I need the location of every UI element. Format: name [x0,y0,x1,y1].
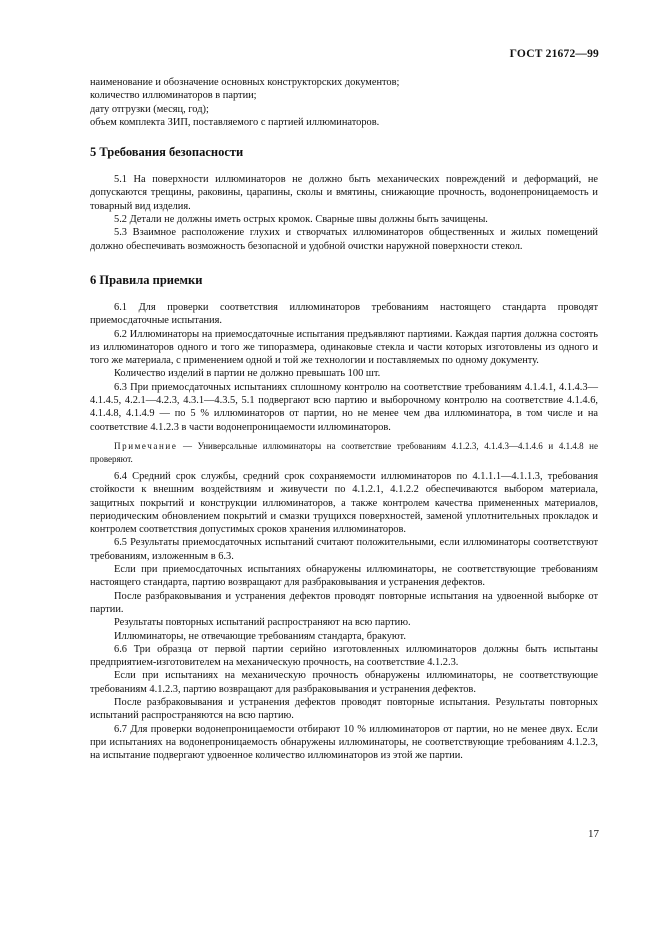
note [90,440,598,466]
note-label: Примечание [114,440,178,451]
paragraph-6-5-results: Результаты повторных испытаний распространяют на всю партию. [114,617,411,629]
paragraph-6-5-reject: Иллюминаторы, не отвечающие требованиям стандарта, бракуют. [114,630,406,642]
list-item: наименование и обозначение основных конструкторских документов; [90,77,400,88]
paragraph-6-7: 6.7 Для проверки водонепроницаемости отбирают 10 % иллюминаторов от партии, но не менее двух. Если при испытаниях на водонепроницаемость обнаружены иллюминаторы, не соответствующие требованиям 4.1.2.3, на испытание подвергают удвоенное количество иллюминаторов из этой же партии. [90,723,598,762]
note-text: — Универсальные иллюминаторы на соответствие требованиям 4.1.2.3, 4.1.4.3—4.1.4.6 и 4.1.4.8 не проверяют. [90,440,598,464]
paragraph-5-1: 5.1 На поверхности иллюминаторов не должно быть механических повреждений и деформаций, не допускаются трещины, раковины, царапины, сколы и вмятины, снижающие прочность, водонепроницаемость и товарный вид изделия. [90,174,598,212]
paragraph-6-6-defects: Если при испытаниях на механическую прочность обнаружены иллюминаторы, не соответствующие требованиям 4.1.2.3, партию возвращают для разбраковывания и устранения дефектов. [90,670,598,695]
paragraph-6-5: 6.5 Результаты приемосдаточных испытаний считают положительными, если иллюминаторы соответствуют требованиям, изложенным в 6.3. [90,537,598,562]
list-items [90,76,598,129]
paragraph-6-5-retest: После разбраковывания и устранения дефектов проводят повторные испытания на удвоенной выборке от партии. [90,590,598,615]
list-item: количество иллюминаторов в партии; [90,90,257,102]
list-item: дату отгрузки (месяц, год); [90,103,209,115]
paragraph-5-2: 5.2 Детали не должны иметь острых кромок. Сварные швы должны быть зачищены. [114,214,488,226]
page-number: 17 [588,828,599,840]
list-item: объем комплекта ЗИП, поставляемого с партией иллюминаторов. [90,116,380,128]
section-heading-safety: 5 Требования безопасности [90,145,244,160]
paragraph-6-5-defects: Если при приемосдаточных испытаниях обнаружены иллюминаторы, не соответствующие требованиям настоящего стандарта, партию возвращают для разбраковывания и устранения дефектов. [90,564,598,589]
document-header: ГОСТ 21672—99 [509,48,599,60]
paragraph-6-2: 6.2 Иллюминаторы на приемосдаточные испытания предъявляют партиями. Каждая партия должна состоять из иллюминаторов одного и того же типоразмера, одинаковые стекла и части которых изготовлены из одного и того же материала, с применением одной и той же технологии и поставляемых по одному документу. [90,328,598,367]
paragraph-6-6-retest: После разбраковывания и устранения дефектов проводят повторные испытания. Результаты повторных испытаний распространяются на всю партию. [90,696,598,722]
section-heading-acceptance: 6 Правила приемки [90,272,203,287]
paragraph-6-6: 6.6 Три образца от первой партии серийно изготовленных иллюминаторов должны быть испытаны предприятием-изготовителем на механическую прочность, на соответствие 4.1.2.3. [90,643,598,669]
paragraph-batch-size: Количество изделий в партии не должно превышать 100 шт. [114,368,381,380]
paragraph-5-3: 5.3 Взаимное расположение глухих и створчатых иллюминаторов общественных и жилых помещений должно обеспечивать возможность безопасной и удобной очистки наружной поверхности стекол. [90,227,598,252]
paragraph-6-1: 6.1 Для проверки соответствия иллюминаторов требованиям настоящего стандарта проводят приемосдаточные испытания. [90,301,598,327]
paragraph-6-4: 6.4 Средний срок службы, средний срок сохраняемости иллюминаторов по 4.1.1.1—4.1.1.3, требования стойкости к внешним воздействиям и живучести по 4.1.2.1, 4.1.2.2 обеспечиваются выбором материала, защитных покрытий и конструкции иллюминаторов, а также контролем качества примененных материалов, периодическим обновлением покрытий и смазки трущихся поверхностей, заменой уплотнительных прокладок и контролем соответствия допустимых сроков хранения иллюминаторов. [90,470,598,536]
paragraph-6-3: 6.3 При приемосдаточных испытаниях сплошному контролю на соответствие требованиям 4.1.4.1, 4.1.4.3—4.1.4.5, 4.2.1—4.2.3, 4.3.1—4.3.5, 5.1 подвергают всю партию и выборочному контролю на соответствие 4.1.4.6, 4.1.4.8, 4.1.4.9 — по 5 % иллюминаторов от партии, но не менее чем два иллюминатора, в том числе и на соответствие 4.1.2.3 в части водонепроницаемости иллюминаторов. [90,381,598,433]
document-body [90,76,598,762]
